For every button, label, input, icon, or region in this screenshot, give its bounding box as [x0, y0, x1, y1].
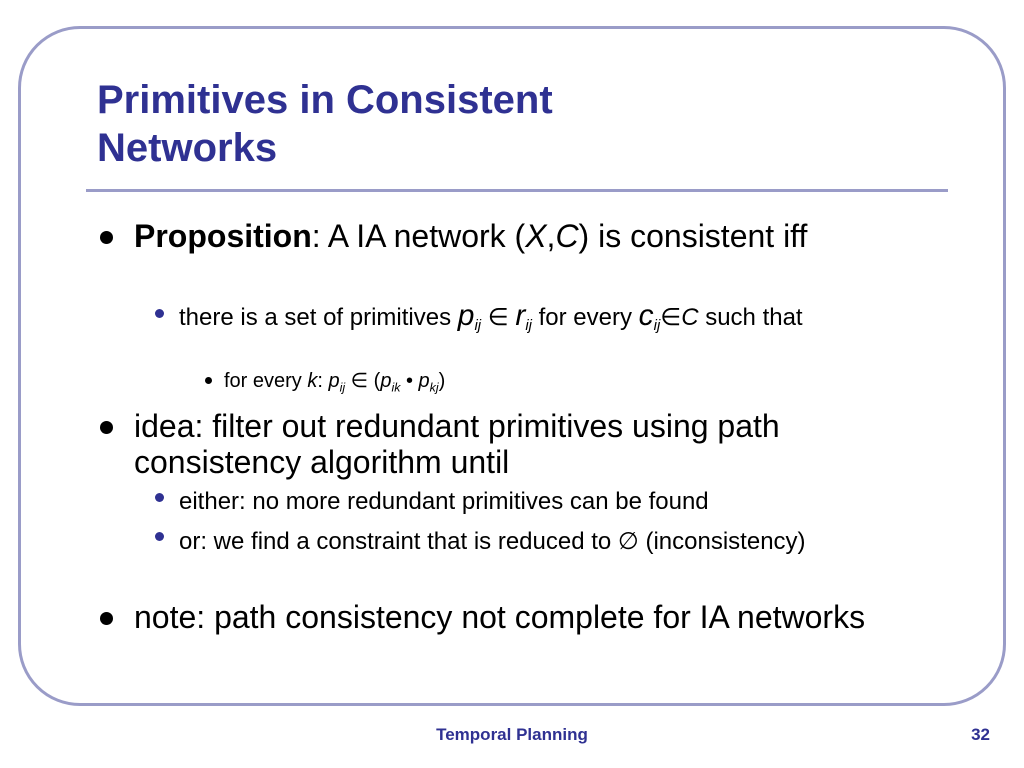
bullet-note: note: path consistency not complete for IA networks — [134, 599, 866, 635]
var-p: p — [457, 299, 475, 332]
text-segment: ) — [438, 370, 446, 392]
element-of-symbol: ∈ ( — [345, 370, 381, 392]
text-segment: (inconsistency) — [638, 528, 806, 555]
text-segment: : A IA network ( — [311, 218, 526, 254]
bullet-idea: idea: filter out redundant primitives using path consistency algorithm until — [134, 408, 780, 480]
subscript: ij — [339, 380, 346, 395]
text-segment: for every — [224, 370, 308, 392]
text-segment: ) is consistent iff — [578, 218, 808, 254]
bullet-dot-icon — [100, 612, 113, 625]
sub-bullet-dot-icon — [155, 532, 164, 541]
subscript: ij — [474, 318, 482, 335]
bullet-proposition — [134, 218, 924, 254]
page-number: 32 — [971, 725, 990, 744]
slide-title-line-2: Networks — [97, 126, 278, 170]
element-of-symbol: ∈ — [481, 304, 516, 331]
sub-sub-bullet-for-every-k — [224, 368, 924, 400]
sub-sub-bullet-dot-icon — [205, 377, 212, 384]
text-segment: : — [317, 370, 329, 392]
var-c: C — [681, 304, 699, 331]
slide-title-line-1: Primitives in Consistent — [97, 78, 553, 122]
var-r: r — [515, 299, 526, 332]
subscript: kj — [429, 380, 439, 395]
var-k: k — [307, 370, 318, 392]
var-p: p — [418, 370, 430, 392]
subscript: ij — [525, 318, 532, 335]
text-segment: for every — [531, 304, 639, 331]
composition-symbol: • — [400, 370, 419, 392]
text-segment: such that — [698, 304, 803, 331]
sub-bullet-either: either: no more redundant primitives can be found — [179, 488, 709, 515]
var-x: X — [525, 218, 547, 254]
sub-bullet-dot-icon — [155, 493, 164, 502]
var-c: C — [555, 218, 579, 254]
footer-title: Temporal Planning — [436, 725, 588, 744]
sub-bullet-primitives — [179, 301, 939, 341]
subscript: ij — [653, 318, 661, 335]
var-c-small: c — [638, 299, 654, 332]
sub-bullet-dot-icon — [155, 309, 164, 318]
sub-bullet-or — [179, 527, 939, 557]
text-segment: there is a set of primitives — [179, 304, 458, 331]
var-p: p — [380, 370, 392, 392]
bullet-dot-icon — [100, 421, 113, 434]
text-segment: or: we find a constraint that is reduced to — [179, 528, 618, 555]
text-segment: , — [546, 218, 556, 254]
proposition-label: Proposition — [134, 218, 312, 254]
empty-set-symbol: ∅ — [617, 528, 639, 555]
subscript: ik — [391, 380, 401, 395]
var-p: p — [328, 370, 340, 392]
bullet-dot-icon — [100, 231, 113, 244]
element-of-symbol: ∈ — [660, 304, 682, 331]
